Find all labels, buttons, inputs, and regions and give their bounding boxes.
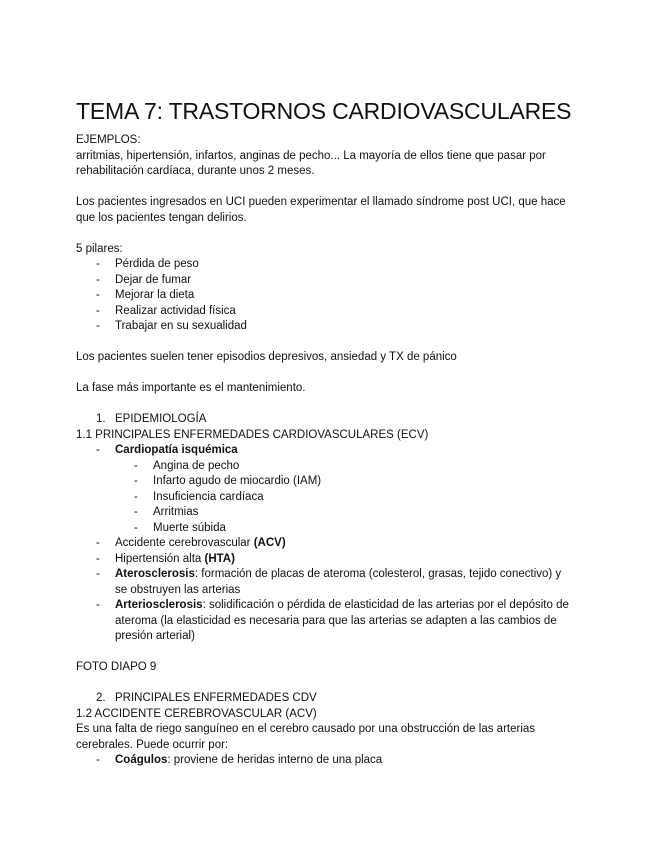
list-item: - Accidente cerebrovascular (ACV): [76, 536, 576, 552]
list-item: - Dejar de fumar: [76, 273, 576, 289]
list-item: - Cardiopatía isquémica: [76, 443, 576, 459]
uci-paragraph: Los pacientes ingresados en UCI pueden experimentar el llamado síndrome post UCI, que hace que los pacientes tengan delirios.: [76, 196, 566, 224]
section-1-2-heading: 1.2 ACCIDENTE CEREBROVASCULAR (ACV): [76, 707, 317, 720]
examples-text: arritmias, hipertensión, infartos, anginas de pecho... La mayoría de ellos tiene que pasar por rehabilitación cardíaca, durante unos 2 meses.: [76, 149, 546, 177]
maintenance-paragraph: La fase más importante es el mantenimiento.: [76, 382, 306, 394]
page-title: TEMA 7: TRASTORNOS CARDIOVASCULARES: [76, 98, 572, 124]
pillars-label: 5 pilares:: [76, 242, 123, 255]
pillars-list: [76, 257, 576, 335]
list-item: - Hipertensión alta (HTA): [76, 552, 576, 568]
cardio-sublist: [76, 459, 576, 537]
list-item: - Arteriosclerosis: solidificación o pérdida de elasticidad de las arterias por el depósito de ateroma (la elasticidad es necesaria para que las arterias se adapten a las cambios de presión arterial): [76, 598, 576, 645]
list-item: - Insuficiencia cardíaca: [76, 490, 576, 506]
list-item: - Aterosclerosis: formación de placas de ateroma (colesterol, grasas, tejido conectivo) y se obstruyen las arterias: [76, 567, 576, 598]
depression-paragraph: Los pacientes suelen tener episodios depresivos, ansiedad y TX de pánico: [76, 351, 457, 363]
list-item: - Arritmias: [76, 505, 576, 521]
list-item: - Mejorar la dieta: [76, 288, 576, 304]
examples-label: EJEMPLOS:: [76, 134, 141, 146]
section-1-heading: 1. EPIDEMIOLOGÍA: [96, 413, 207, 425]
list-item: - Coágulos: proviene de heridas interno de una placa: [76, 753, 576, 769]
foto-note: FOTO DIAPO 9: [76, 661, 157, 673]
list-item: - Muerte súbida: [76, 521, 576, 537]
list-item: - Trabajar en su sexualidad: [76, 319, 576, 335]
ecv-list-cont: [76, 536, 576, 645]
list-item: - Angina de pecho: [76, 459, 576, 475]
acv-paragraph: Es una falta de riego sanguíneo en el cerebro causado por una obstrucción de las arterias cerebrales. Puede ocurrir por:: [76, 723, 536, 751]
ecv-list: [76, 443, 576, 459]
acv-causes-list: [76, 753, 576, 769]
list-item: - Realizar actividad física: [76, 304, 576, 320]
document-body: [76, 133, 576, 769]
list-item: - Infarto agudo de miocardio (IAM): [76, 474, 576, 490]
section-1-1-heading: 1.1 PRINCIPALES ENFERMEDADES CARDIOVASCULARES (ECV): [76, 428, 429, 441]
section-2-heading: 2. PRINCIPALES ENFERMEDADES CDV: [96, 692, 317, 704]
list-item: - Pérdida de peso: [76, 257, 576, 273]
